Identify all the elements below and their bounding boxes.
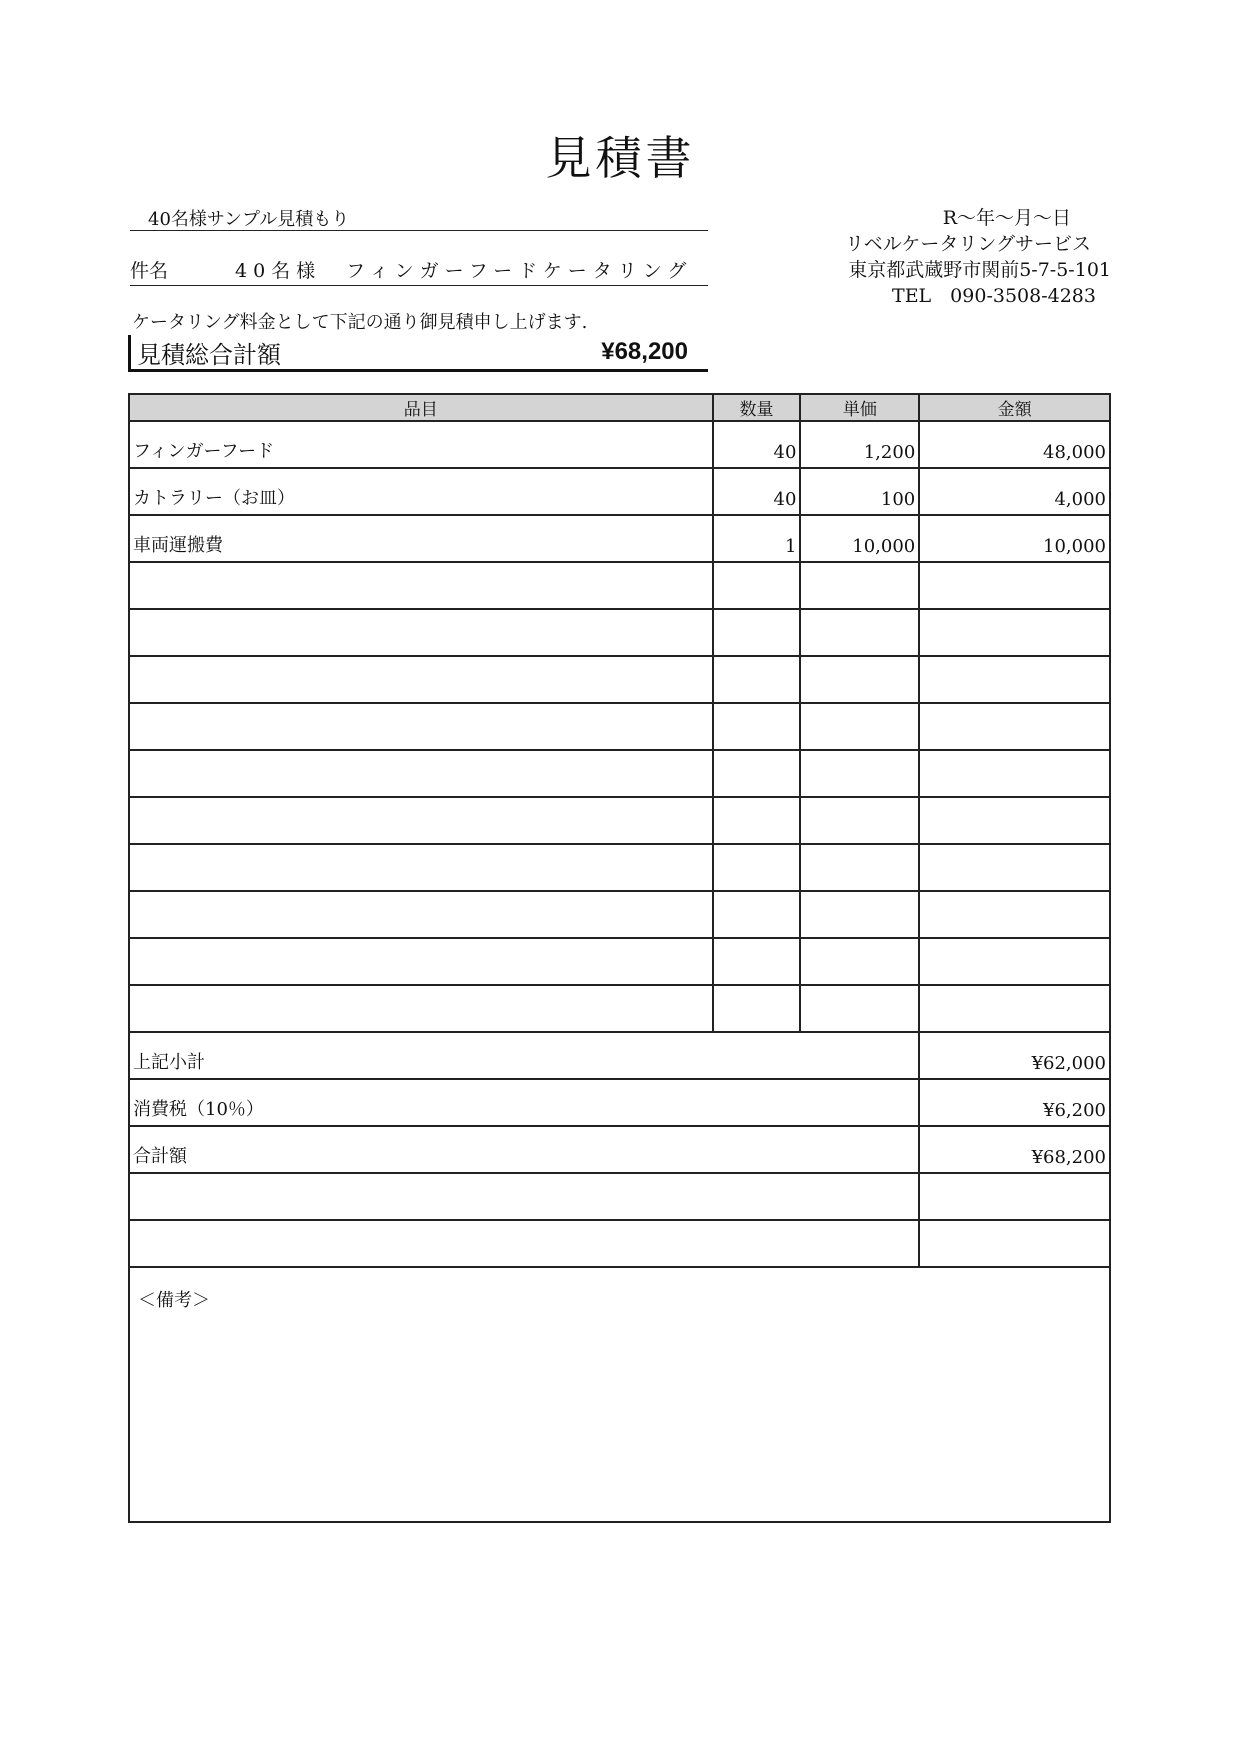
estimate-table	[128, 393, 1111, 1523]
subtotal-label: 上記小計	[129, 1032, 919, 1079]
summary-row-subtotal	[129, 1032, 1110, 1079]
unit-price-cell: 10,000	[800, 515, 919, 562]
item-cell	[129, 797, 713, 844]
issuer-company: リベルケータリングサービス	[845, 233, 1091, 255]
unit-price-cell	[800, 609, 919, 656]
unit-price-cell	[800, 985, 919, 1032]
qty-cell	[713, 703, 801, 750]
item-cell	[129, 656, 713, 703]
estimate-total-label: 見積総合計額	[137, 340, 281, 369]
unit-price-cell	[800, 797, 919, 844]
amount-cell	[919, 797, 1110, 844]
subject-value: 40名様 フィンガーフードケータリング	[235, 260, 693, 282]
table-row	[129, 891, 1110, 938]
item-cell	[129, 703, 713, 750]
table-row	[129, 703, 1110, 750]
table-row	[129, 656, 1110, 703]
subject-line	[130, 256, 708, 286]
table-row	[129, 609, 1110, 656]
table-row	[129, 985, 1110, 1032]
header-amount: 金額	[919, 394, 1110, 421]
amount-cell	[919, 656, 1110, 703]
qty-cell	[713, 562, 801, 609]
unit-price-cell	[800, 891, 919, 938]
table-row	[129, 750, 1110, 797]
unit-price-cell	[800, 844, 919, 891]
item-cell: 車両運搬費	[129, 515, 713, 562]
amount-cell	[919, 985, 1110, 1032]
subtotal-value: ¥62,000	[919, 1032, 1110, 1079]
unit-price-cell	[800, 703, 919, 750]
amount-cell: 48,000	[919, 421, 1110, 468]
unit-price-cell	[800, 656, 919, 703]
qty-cell	[713, 844, 801, 891]
unit-price-cell	[800, 750, 919, 797]
total-label: 合計額	[129, 1126, 919, 1173]
qty-cell	[713, 656, 801, 703]
table-row	[129, 938, 1110, 985]
table-row	[129, 797, 1110, 844]
summary-blank-label	[129, 1173, 919, 1220]
sample-note: 40名様サンプル見積もり	[130, 205, 708, 231]
item-cell	[129, 938, 713, 985]
qty-cell	[713, 750, 801, 797]
summary-row-blank	[129, 1220, 1110, 1267]
issuer-address: 東京都武蔵野市関前5-7-5-101	[848, 259, 1111, 281]
table-row	[129, 515, 1110, 562]
unit-price-cell: 1,200	[800, 421, 919, 468]
summary-row-blank	[129, 1173, 1110, 1220]
issuer-tel: TEL 090-3508-4283	[892, 285, 1096, 307]
qty-cell	[713, 938, 801, 985]
summary-row-tax	[129, 1079, 1110, 1126]
summary-blank-label	[129, 1220, 919, 1267]
summary-blank-value	[919, 1173, 1110, 1220]
qty-cell	[713, 609, 801, 656]
notes-row	[129, 1267, 1110, 1522]
table-row	[129, 468, 1110, 515]
subject-label: 件名	[130, 260, 169, 282]
notes-label: ＜備考＞	[138, 1290, 210, 1311]
summary-row-total	[129, 1126, 1110, 1173]
qty-cell	[713, 891, 801, 938]
issue-date: R〜年〜月〜日	[942, 207, 1071, 229]
notes-cell	[129, 1267, 1110, 1522]
qty-cell: 40	[713, 468, 801, 515]
qty-cell: 1	[713, 515, 801, 562]
tax-value: ¥6,200	[919, 1079, 1110, 1126]
intro-text: ケータリング料金として下記の通り御見積申し上げます.	[132, 312, 588, 333]
unit-price-cell	[800, 562, 919, 609]
amount-cell	[919, 891, 1110, 938]
table-header-row	[129, 394, 1110, 421]
amount-cell	[919, 609, 1110, 656]
unit-price-cell: 100	[800, 468, 919, 515]
amount-cell	[919, 844, 1110, 891]
summary-blank-value	[919, 1220, 1110, 1267]
table-row	[129, 562, 1110, 609]
issuer-block	[751, 205, 1111, 309]
qty-cell	[713, 985, 801, 1032]
document-title: 見積書	[545, 131, 696, 185]
item-cell	[129, 750, 713, 797]
amount-cell	[919, 938, 1110, 985]
item-cell	[129, 562, 713, 609]
amount-cell: 4,000	[919, 468, 1110, 515]
tax-label: 消費税（10％）	[129, 1079, 919, 1126]
item-cell	[129, 891, 713, 938]
table-row	[129, 421, 1110, 468]
qty-cell	[713, 797, 801, 844]
amount-cell	[919, 703, 1110, 750]
qty-cell: 40	[713, 421, 801, 468]
item-cell	[129, 609, 713, 656]
header-item: 品目	[129, 394, 713, 421]
table-row	[129, 844, 1110, 891]
estimate-total-box	[128, 335, 708, 372]
item-cell	[129, 985, 713, 1032]
amount-cell	[919, 750, 1110, 797]
item-cell	[129, 844, 713, 891]
item-cell: フィンガーフード	[129, 421, 713, 468]
header-qty: 数量	[713, 394, 801, 421]
amount-cell: 10,000	[919, 515, 1110, 562]
total-value: ¥68,200	[919, 1126, 1110, 1173]
amount-cell	[919, 562, 1110, 609]
header-unit-price: 単価	[800, 394, 919, 421]
item-cell: カトラリー（お皿）	[129, 468, 713, 515]
estimate-total-value: ¥68,200	[601, 338, 688, 365]
unit-price-cell	[800, 938, 919, 985]
